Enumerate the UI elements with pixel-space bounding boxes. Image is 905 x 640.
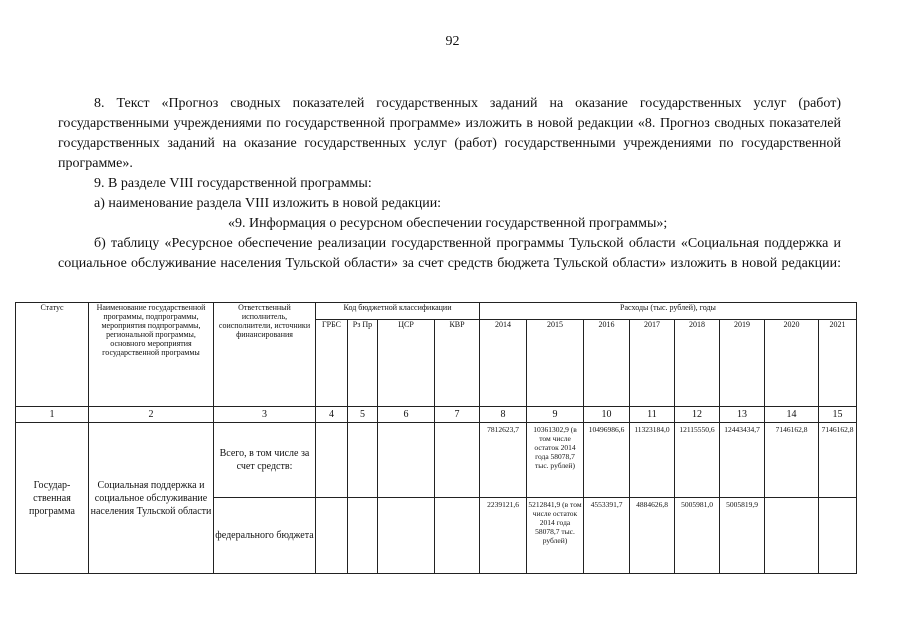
column-number: 12: [675, 407, 720, 423]
column-number: 6: [378, 407, 435, 423]
column-number: 4: [316, 407, 348, 423]
row-total-kvr: [435, 423, 480, 498]
row-total-csr: [378, 423, 435, 498]
column-number: 9: [527, 407, 584, 423]
column-number: 11: [630, 407, 675, 423]
header-kvr: КВР: [435, 320, 480, 407]
column-number: 13: [720, 407, 765, 423]
paragraph-9-section-viii: 9. В разделе VIII государственной программы:: [94, 176, 372, 191]
header-year: 2018: [675, 320, 720, 407]
header-program-name: Наименование государственной программы, подпрограммы, мероприятия подпрограммы, региональной программы, основного мероприятия государственной программы: [89, 303, 214, 407]
row-status: Государ-ственная программа: [16, 423, 89, 574]
row-total-2015: 10361302,9 (в том числе остаток 2014 года 58078,7 тыс. рублей): [527, 423, 584, 498]
row-federal-2015: 5212841,9 (в том числе остаток 2014 года 58078,7 тыс. рублей): [527, 498, 584, 574]
column-number: 2: [89, 407, 214, 423]
header-year: 2021: [819, 320, 857, 407]
header-rzpr: Рз Пр: [348, 320, 378, 407]
column-number: 7: [435, 407, 480, 423]
column-number: 15: [819, 407, 857, 423]
column-number: 8: [480, 407, 527, 423]
row-federal-2019: 5005819,9: [720, 498, 765, 574]
row-total-2019: 12443434,7: [720, 423, 765, 498]
row-federal-2014: 2239121,6: [480, 498, 527, 574]
row-total-2014: 7812623,7: [480, 423, 527, 498]
paragraph-9b-resource-table: б) таблицу «Ресурсное обеспечение реализации государственной программы Тульской области «Социальная поддержка и социальное обслуживание населения Тульской области» за счет средств бюджета Тульской области» изложить в новой редакции:: [58, 236, 841, 271]
column-number: 10: [584, 407, 630, 423]
row-total-2017: 11323184,0: [630, 423, 675, 498]
header-year: 2020: [765, 320, 819, 407]
row-federal-2021: [819, 498, 857, 574]
row-total-grbs: [316, 423, 348, 498]
row-total-2021: 7146162,8: [819, 423, 857, 498]
page-number: 92: [445, 34, 460, 49]
row-federal-rzpr: [348, 498, 378, 574]
row-total-rzpr: [348, 423, 378, 498]
header-year: 2014: [480, 320, 527, 407]
column-number: 1: [16, 407, 89, 423]
header-year: 2017: [630, 320, 675, 407]
header-budget-classification: Код бюджетной классификации: [316, 303, 480, 320]
row-federal-2020: [765, 498, 819, 574]
header-year: 2015: [527, 320, 584, 407]
row-total-2016: 10496986,6: [584, 423, 630, 498]
header-csr: ЦСР: [378, 320, 435, 407]
column-number: 5: [348, 407, 378, 423]
row-total-label: Всего, в том числе за счет средств:: [214, 423, 316, 498]
column-number: 14: [765, 407, 819, 423]
row-federal-2018: 5005981,0: [675, 498, 720, 574]
header-status: Статус: [16, 303, 89, 407]
row-total-2018: 12115550,6: [675, 423, 720, 498]
row-federal-label: федерального бюджета: [214, 498, 316, 574]
column-number: 3: [214, 407, 316, 423]
header-spending-years: Расходы (тыс. рублей), годы: [480, 303, 857, 320]
paragraph-9a-section-title: а) наименование раздела VIII изложить в новой редакции:: [94, 196, 442, 211]
row-program-name: Социальная поддержка и социальное обслуживание населения Тульской области: [89, 423, 214, 574]
header-executor: Ответственный исполнитель, соисполнители, источники финансирования: [214, 303, 316, 407]
row-federal-grbs: [316, 498, 348, 574]
row-federal-kvr: [435, 498, 480, 574]
header-year: 2019: [720, 320, 765, 407]
header-grbs: ГРБС: [316, 320, 348, 407]
paragraph-8-text-forecast: 8. Текст «Прогноз сводных показателей государственных заданий на оказание государственных услуг (работ) государственными учреждениями по государственной программе» изложить в новой редакции «8. Прогноз сводных показателей государственных заданий на оказание государственных услуг (работ) государственными учреждениями по государственной программе».: [58, 96, 841, 171]
header-year: 2016: [584, 320, 630, 407]
resource-provision-table: [15, 302, 857, 574]
paragraph-new-section-title: «9. Информация о ресурсном обеспечении государственной программы»;: [228, 216, 668, 231]
row-total-2020: 7146162,8: [765, 423, 819, 498]
row-federal-2017: 4884626,8: [630, 498, 675, 574]
row-federal-2016: 4553391,7: [584, 498, 630, 574]
row-federal-csr: [378, 498, 435, 574]
